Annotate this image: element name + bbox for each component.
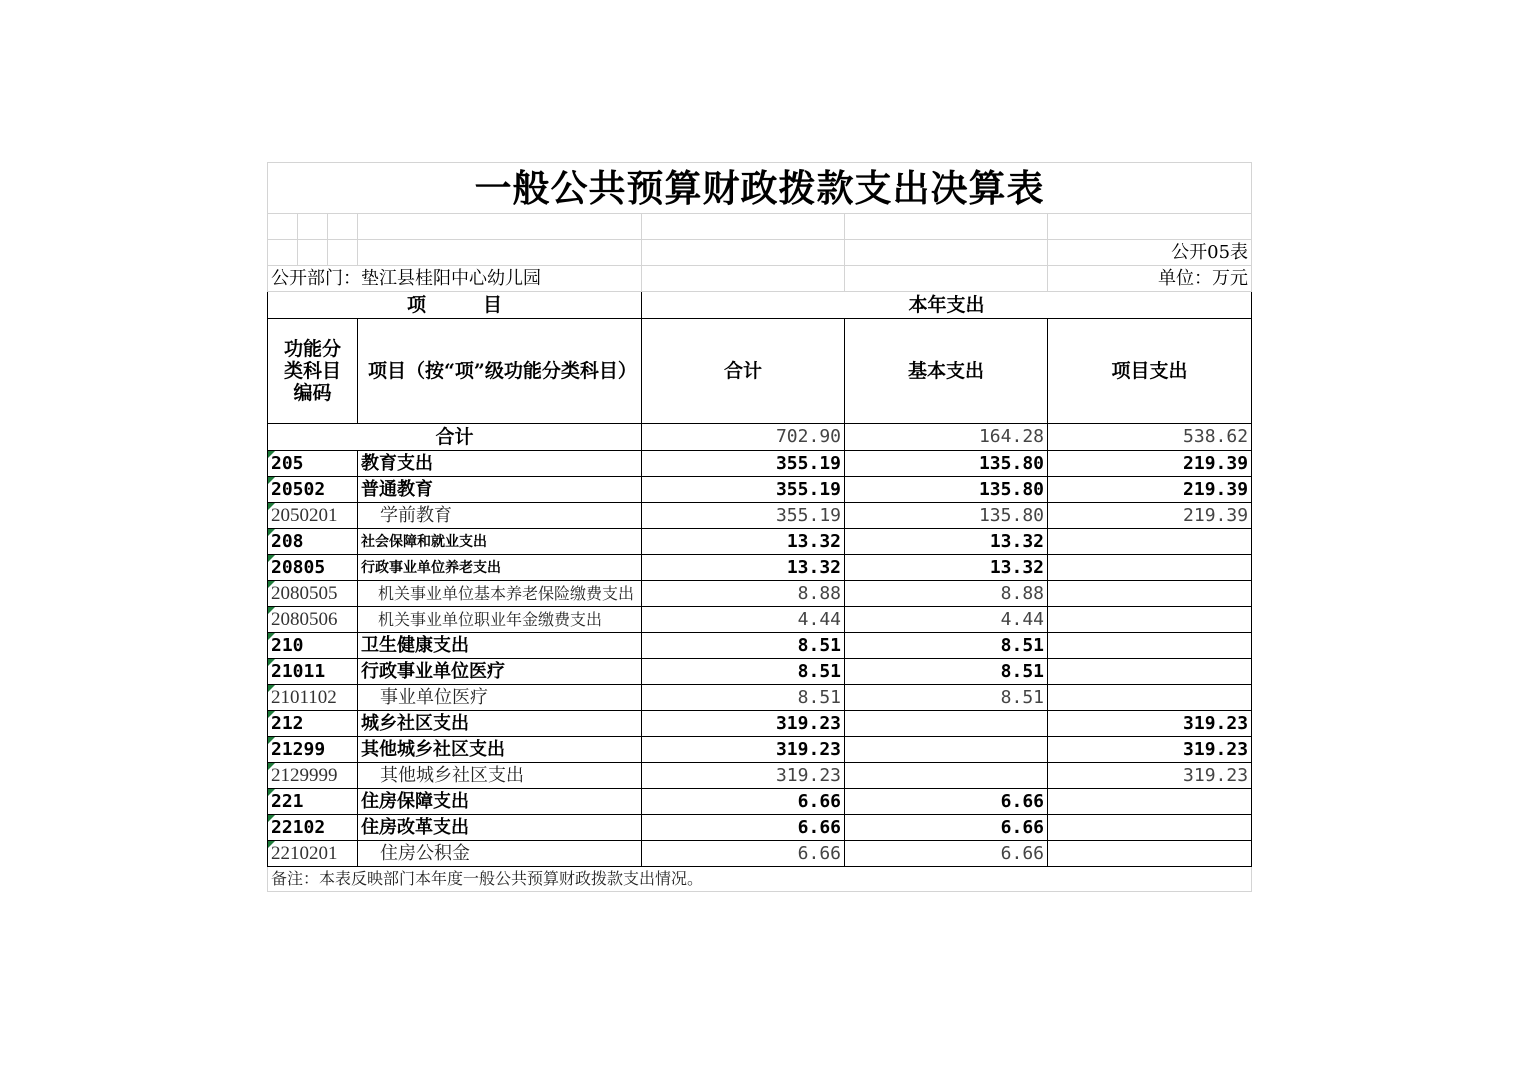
green-triangle-icon: [268, 841, 275, 848]
row-basic: 135.80: [845, 451, 1048, 477]
row-code-text: 221: [271, 790, 304, 812]
green-triangle-icon: [268, 529, 275, 536]
header-name: 项目（按“项”级功能分类科目）: [358, 319, 642, 424]
row-basic: 13.32: [845, 529, 1048, 555]
row-total: 6.66: [642, 815, 845, 841]
table-row: [268, 841, 1252, 867]
row-name: 卫生健康支出: [358, 633, 642, 659]
unit-label: 单位：万元: [1048, 266, 1252, 292]
row-project: 319.23: [1048, 763, 1252, 789]
row-name: 住房改革支出: [358, 815, 642, 841]
row-name: 住房公积金: [358, 841, 642, 867]
green-triangle-icon: [268, 737, 275, 744]
row-code-text: 205: [271, 452, 304, 474]
table-row: [268, 815, 1252, 841]
green-triangle-icon: [268, 685, 275, 692]
row-project: 219.39: [1048, 477, 1252, 503]
header-code: 功能分类科目编码: [268, 319, 358, 424]
row-name: 住房保障支出: [358, 789, 642, 815]
row-code-text: 212: [271, 712, 304, 734]
row-code-text: 2101102: [271, 686, 337, 708]
row-total: 8.88: [642, 581, 845, 607]
row-code: [268, 841, 358, 867]
row-project: [1048, 607, 1252, 633]
row-total: 319.23: [642, 711, 845, 737]
header-total: 合计: [642, 319, 845, 424]
total-label: 合计: [268, 424, 642, 451]
table-row: [268, 659, 1252, 685]
row-total: 319.23: [642, 737, 845, 763]
row-name: 社会保障和就业支出: [358, 529, 642, 555]
row-name: 学前教育: [358, 503, 642, 529]
department-label: 公开部门：垫江县桂阳中心幼儿园: [268, 266, 642, 292]
row-total: 6.66: [642, 789, 845, 815]
row-project: 219.39: [1048, 503, 1252, 529]
green-triangle-icon: [268, 633, 275, 640]
row-name: 教育支出: [358, 451, 642, 477]
green-triangle-icon: [268, 815, 275, 822]
row-basic: 6.66: [845, 789, 1048, 815]
row-total: 355.19: [642, 477, 845, 503]
green-triangle-icon: [268, 607, 275, 614]
row-basic: 135.80: [845, 477, 1048, 503]
row-project: [1048, 841, 1252, 867]
row-code-text: 22102: [271, 816, 326, 838]
green-triangle-icon: [268, 581, 275, 588]
row-code: [268, 815, 358, 841]
green-triangle-icon: [268, 711, 275, 718]
green-triangle-icon: [268, 659, 275, 666]
total-row: [268, 424, 1252, 451]
row-basic: 8.51: [845, 685, 1048, 711]
row-basic: 8.88: [845, 581, 1048, 607]
green-triangle-icon: [268, 451, 275, 458]
header-project: 项 目: [268, 292, 642, 319]
table-row: [268, 581, 1252, 607]
row-code: [268, 529, 358, 555]
row-name: 行政事业单位养老支出: [358, 555, 642, 581]
row-basic: 6.66: [845, 841, 1048, 867]
row-project: 319.23: [1048, 737, 1252, 763]
row-code: [268, 659, 358, 685]
table-row: [268, 763, 1252, 789]
row-basic: [845, 711, 1048, 737]
row-name: 行政事业单位医疗: [358, 659, 642, 685]
header-this-year: 本年支出: [642, 292, 1252, 319]
row-name: 事业单位医疗: [358, 685, 642, 711]
row-code-text: 2210201: [271, 842, 338, 864]
blank-row: [268, 214, 1252, 240]
row-code: [268, 763, 358, 789]
row-total: 13.32: [642, 529, 845, 555]
row-code-text: 210: [271, 634, 304, 656]
row-project: [1048, 633, 1252, 659]
note-text: 备注：本表反映部门本年度一般公共预算财政拨款支出情况。: [268, 867, 1252, 892]
row-code-text: 2080506: [271, 608, 338, 630]
row-basic: [845, 737, 1048, 763]
row-basic: 135.80: [845, 503, 1048, 529]
green-triangle-icon: [268, 789, 275, 796]
row-code-text: 21011: [271, 660, 326, 682]
row-code-text: 2129999: [271, 764, 338, 786]
row-code-text: 208: [271, 530, 304, 552]
table-row: [268, 711, 1252, 737]
row-project: [1048, 659, 1252, 685]
table-row: [268, 477, 1252, 503]
table-row: [268, 607, 1252, 633]
row-project: 219.39: [1048, 451, 1252, 477]
table-row: [268, 789, 1252, 815]
row-code: [268, 685, 358, 711]
green-triangle-icon: [268, 503, 275, 510]
row-name: 普通教育: [358, 477, 642, 503]
total-project: 538.62: [1048, 424, 1252, 451]
row-code-text: 21299: [271, 738, 326, 760]
row-code-text: 20502: [271, 478, 326, 500]
row-code: [268, 451, 358, 477]
row-total: 8.51: [642, 685, 845, 711]
header-row-2: [268, 319, 1252, 424]
green-triangle-icon: [268, 477, 275, 484]
total-amount: 702.90: [642, 424, 845, 451]
row-code: [268, 737, 358, 763]
row-basic: 6.66: [845, 815, 1048, 841]
row-total: 4.44: [642, 607, 845, 633]
table-number-row: [268, 240, 1252, 266]
row-basic: [845, 763, 1048, 789]
expenditure-sheet: [267, 162, 1251, 892]
row-code: [268, 633, 358, 659]
row-name: 其他城乡社区支出: [358, 737, 642, 763]
row-code-text: 20805: [271, 556, 326, 578]
row-total: 8.51: [642, 659, 845, 685]
row-code: [268, 607, 358, 633]
total-basic: 164.28: [845, 424, 1048, 451]
table-row: [268, 737, 1252, 763]
row-code: [268, 477, 358, 503]
row-total: 319.23: [642, 763, 845, 789]
row-basic: 8.51: [845, 633, 1048, 659]
header-project-exp: 项目支出: [1048, 319, 1252, 424]
row-basic: 8.51: [845, 659, 1048, 685]
table-row: [268, 555, 1252, 581]
row-project: 319.23: [1048, 711, 1252, 737]
row-total: 8.51: [642, 633, 845, 659]
row-total: 13.32: [642, 555, 845, 581]
row-project: [1048, 529, 1252, 555]
row-basic: 13.32: [845, 555, 1048, 581]
row-code: [268, 581, 358, 607]
header-row-1: [268, 292, 1252, 319]
green-triangle-icon: [268, 763, 275, 770]
table-row: [268, 633, 1252, 659]
table-row: [268, 529, 1252, 555]
table-number: 公开05表: [1048, 240, 1252, 266]
note-row: [268, 867, 1252, 892]
row-project: [1048, 815, 1252, 841]
row-name: 机关事业单位职业年金缴费支出: [358, 607, 642, 633]
row-name: 城乡社区支出: [358, 711, 642, 737]
row-name: 机关事业单位基本养老保险缴费支出: [358, 581, 642, 607]
row-total: 355.19: [642, 451, 845, 477]
row-code: [268, 503, 358, 529]
header-basic: 基本支出: [845, 319, 1048, 424]
row-code: [268, 711, 358, 737]
row-code: [268, 789, 358, 815]
green-triangle-icon: [268, 555, 275, 562]
row-project: [1048, 581, 1252, 607]
table-row: [268, 685, 1252, 711]
row-project: [1048, 555, 1252, 581]
row-name: 其他城乡社区支出: [358, 763, 642, 789]
row-code-text: 2050201: [271, 504, 338, 526]
row-total: 355.19: [642, 503, 845, 529]
row-code-text: 2080505: [271, 582, 338, 604]
table-row: [268, 451, 1252, 477]
table-row: [268, 503, 1252, 529]
row-project: [1048, 789, 1252, 815]
budget-table: [267, 162, 1252, 892]
row-basic: 4.44: [845, 607, 1048, 633]
row-project: [1048, 685, 1252, 711]
page-title: 一般公共预算财政拨款支出决算表: [268, 163, 1252, 214]
row-code: [268, 555, 358, 581]
department-row: [268, 266, 1252, 292]
row-total: 6.66: [642, 841, 845, 867]
